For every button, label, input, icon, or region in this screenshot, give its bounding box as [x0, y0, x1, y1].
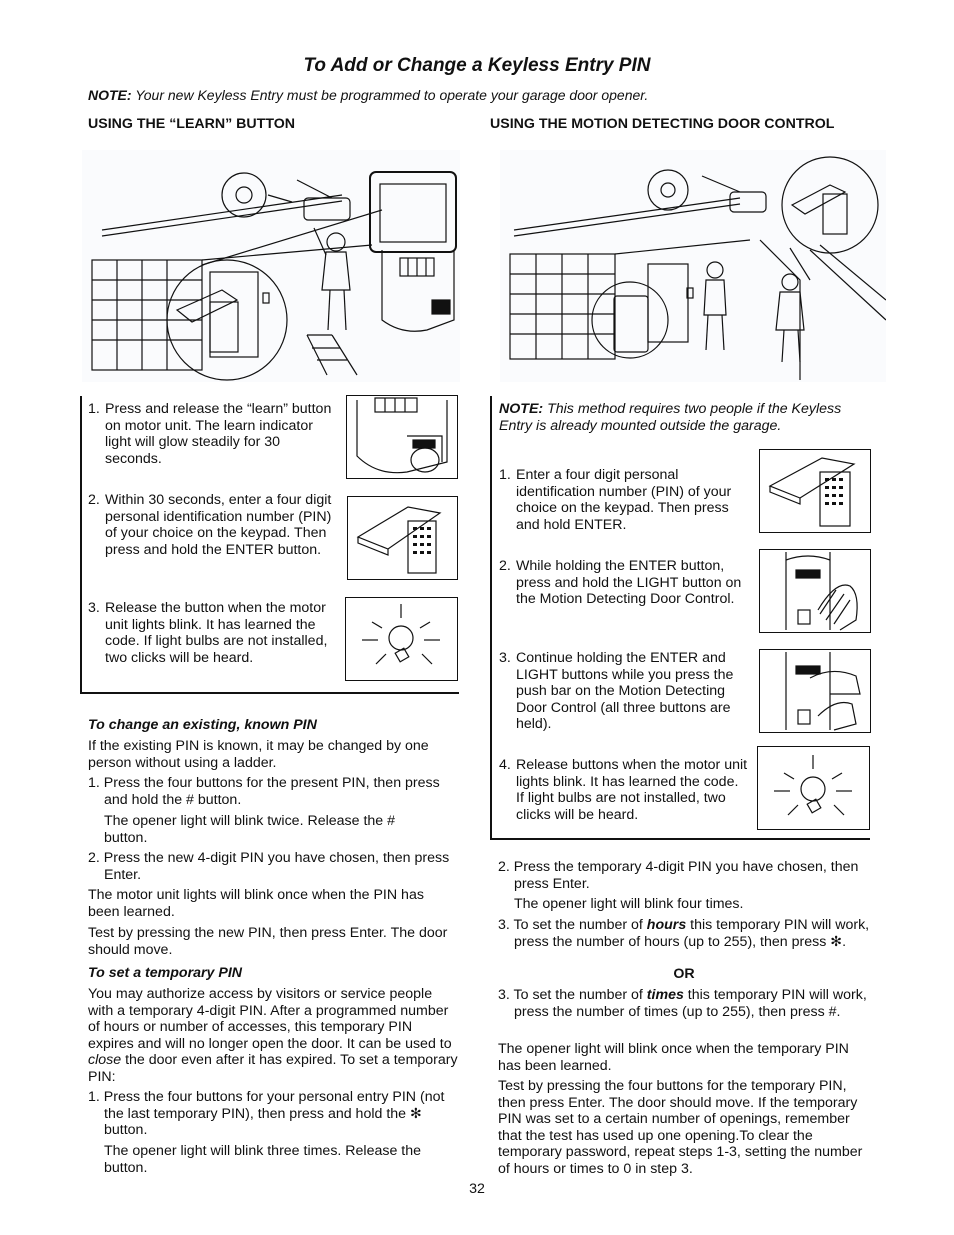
right-step-1: 1. Enter a four digit personal identification number (PIN) of your choice on the keypad. Then press and hold ENTER. — [499, 467, 732, 533]
change-pin-intro: If the existing PIN is known, it may be changed by one person without using a ladder. — [88, 738, 429, 771]
left-step-1: 1. Press and release the “learn” button on motor unit. The learn indicator light will glow steadily for 30 seconds. — [88, 401, 332, 467]
keypad-thumb-left — [347, 496, 458, 580]
temp-pin-learned: The opener light will blink once when the temporary PIN has been learned. — [498, 1041, 849, 1074]
right-step-2: 2. While holding the ENTER button, press and hold the LIGHT button on the Motion Detecting Door Control. — [499, 558, 742, 608]
right-step-3: 3. Continue holding the ENTER and LIGHT buttons while you press the push bar on the Motion Detecting Door Control (all three buttons are held). — [499, 650, 734, 733]
keypad-thumb-right — [759, 449, 871, 533]
or-separator: OR — [673, 966, 695, 982]
learn-button-thumb — [346, 395, 458, 479]
top-note — [88, 87, 648, 104]
right-heading: USING THE MOTION DETECTING DOOR CONTROL — [490, 116, 835, 132]
temp-pin-step-3-times: 3. To set the number of times this temporary PIN will work, press the number of times (up to 255), then press #. — [498, 987, 867, 1020]
keypad-icon — [760, 450, 870, 532]
change-pin-step-1-note: The opener light will blink twice. Release the # button. — [104, 813, 395, 846]
right-steps-rule — [490, 396, 492, 840]
change-pin-learned: The motor unit lights will blink once when the PIN has been learned. — [88, 887, 424, 920]
right-step-4: 4. Release buttons when the motor unit lights blink. It has learned the code. If light bulbs are not installed, two clicks will be heard. — [499, 757, 748, 823]
temp-pin-test: Test by pressing the four buttons for the temporary PIN, then press Enter. The door should move. If the temporary PIN was set to a certain number of openings, remember that the test has used up one opening.To clear the temporary password, repeat steps 1-3, setting the number of hours or times to 0 in step 3. — [498, 1078, 863, 1177]
change-pin-test: Test by pressing the new PIN, then press Enter. The door should move. — [88, 925, 448, 958]
temp-pin-heading: To set a temporary PIN — [88, 965, 243, 981]
left-steps-bottom-rule — [80, 692, 459, 694]
page-number: 32 — [469, 1181, 485, 1197]
change-pin-step-1: 1. Press the four buttons for the present PIN, then press and hold the # button. — [88, 775, 440, 808]
door-control-illustration — [500, 150, 886, 382]
door-control-hand-icon — [760, 550, 870, 632]
change-pin-step-2: 2. Press the new 4-digit PIN you have chosen, then press Enter. — [88, 850, 450, 883]
garage-ladder-drawing — [82, 150, 460, 382]
keypad-icon — [348, 497, 457, 579]
left-steps-rule — [80, 396, 82, 694]
page-title: To Add or Change a Keyless Entry PIN — [303, 55, 651, 76]
right-note-text: This method requires two people if the Keyless Entry is already mounted outside the garage. — [499, 401, 842, 434]
door-control-two-hands-icon — [760, 650, 870, 732]
light-bulb-thumb-right — [757, 746, 870, 830]
right-note — [499, 401, 869, 434]
temp-pin-step-2: 2. Press the temporary 4-digit PIN you have chosen, then press Enter. — [498, 859, 859, 892]
right-note-label: NOTE: — [499, 401, 544, 417]
left-step-2: 2. Within 30 seconds, enter a four digit personal identification number (PIN) of your choice on the keypad. Then press and hold the ENTER button. — [88, 492, 332, 558]
door-control-pushbar-thumb — [759, 649, 871, 733]
light-bulb-icon — [758, 747, 869, 829]
temp-pin-step-1: 1. Press the four buttons for your personal entry PIN (not the last temporary PIN), then press and hold the ✻ button. — [88, 1089, 445, 1139]
temp-pin-step-3-hours: 3. To set the number of hours this temporary PIN will work, press the number of hours (up to 255), then press ✻. — [498, 917, 870, 950]
left-step-3: 3. Release the button when the motor unit lights blink. It has learned the code. If light bulbs are not installed, two clicks will be heard. — [88, 600, 328, 666]
right-steps-bottom-rule — [490, 838, 870, 840]
left-heading: USING THE “LEARN” BUTTON — [88, 116, 296, 132]
temp-pin-intro: You may authorize access by visitors or service people with a temporary 4-digit PIN. After a programmed number of hours or number of accesses, this temporary PIN expires and will no longer open the door. It can be used to close the door even after it has expired. To set a temporary PIN: — [88, 986, 458, 1085]
light-bulb-icon — [346, 598, 457, 680]
top-note-text: Your new Keyless Entry must be programmed to operate your garage door opener. — [131, 87, 649, 103]
light-bulb-thumb-left — [345, 597, 458, 681]
top-note-label: NOTE: — [88, 87, 132, 103]
door-control-light-thumb — [759, 549, 871, 633]
learn-button-icon — [347, 396, 457, 478]
temp-pin-step-1-note: The opener light will blink three times. Release the button. — [104, 1143, 422, 1176]
learn-button-illustration — [82, 150, 460, 382]
temp-pin-step-2-note: The opener light will blink four times. — [514, 896, 744, 912]
garage-two-people-drawing — [500, 150, 886, 382]
change-pin-heading: To change an existing, known PIN — [88, 717, 317, 733]
